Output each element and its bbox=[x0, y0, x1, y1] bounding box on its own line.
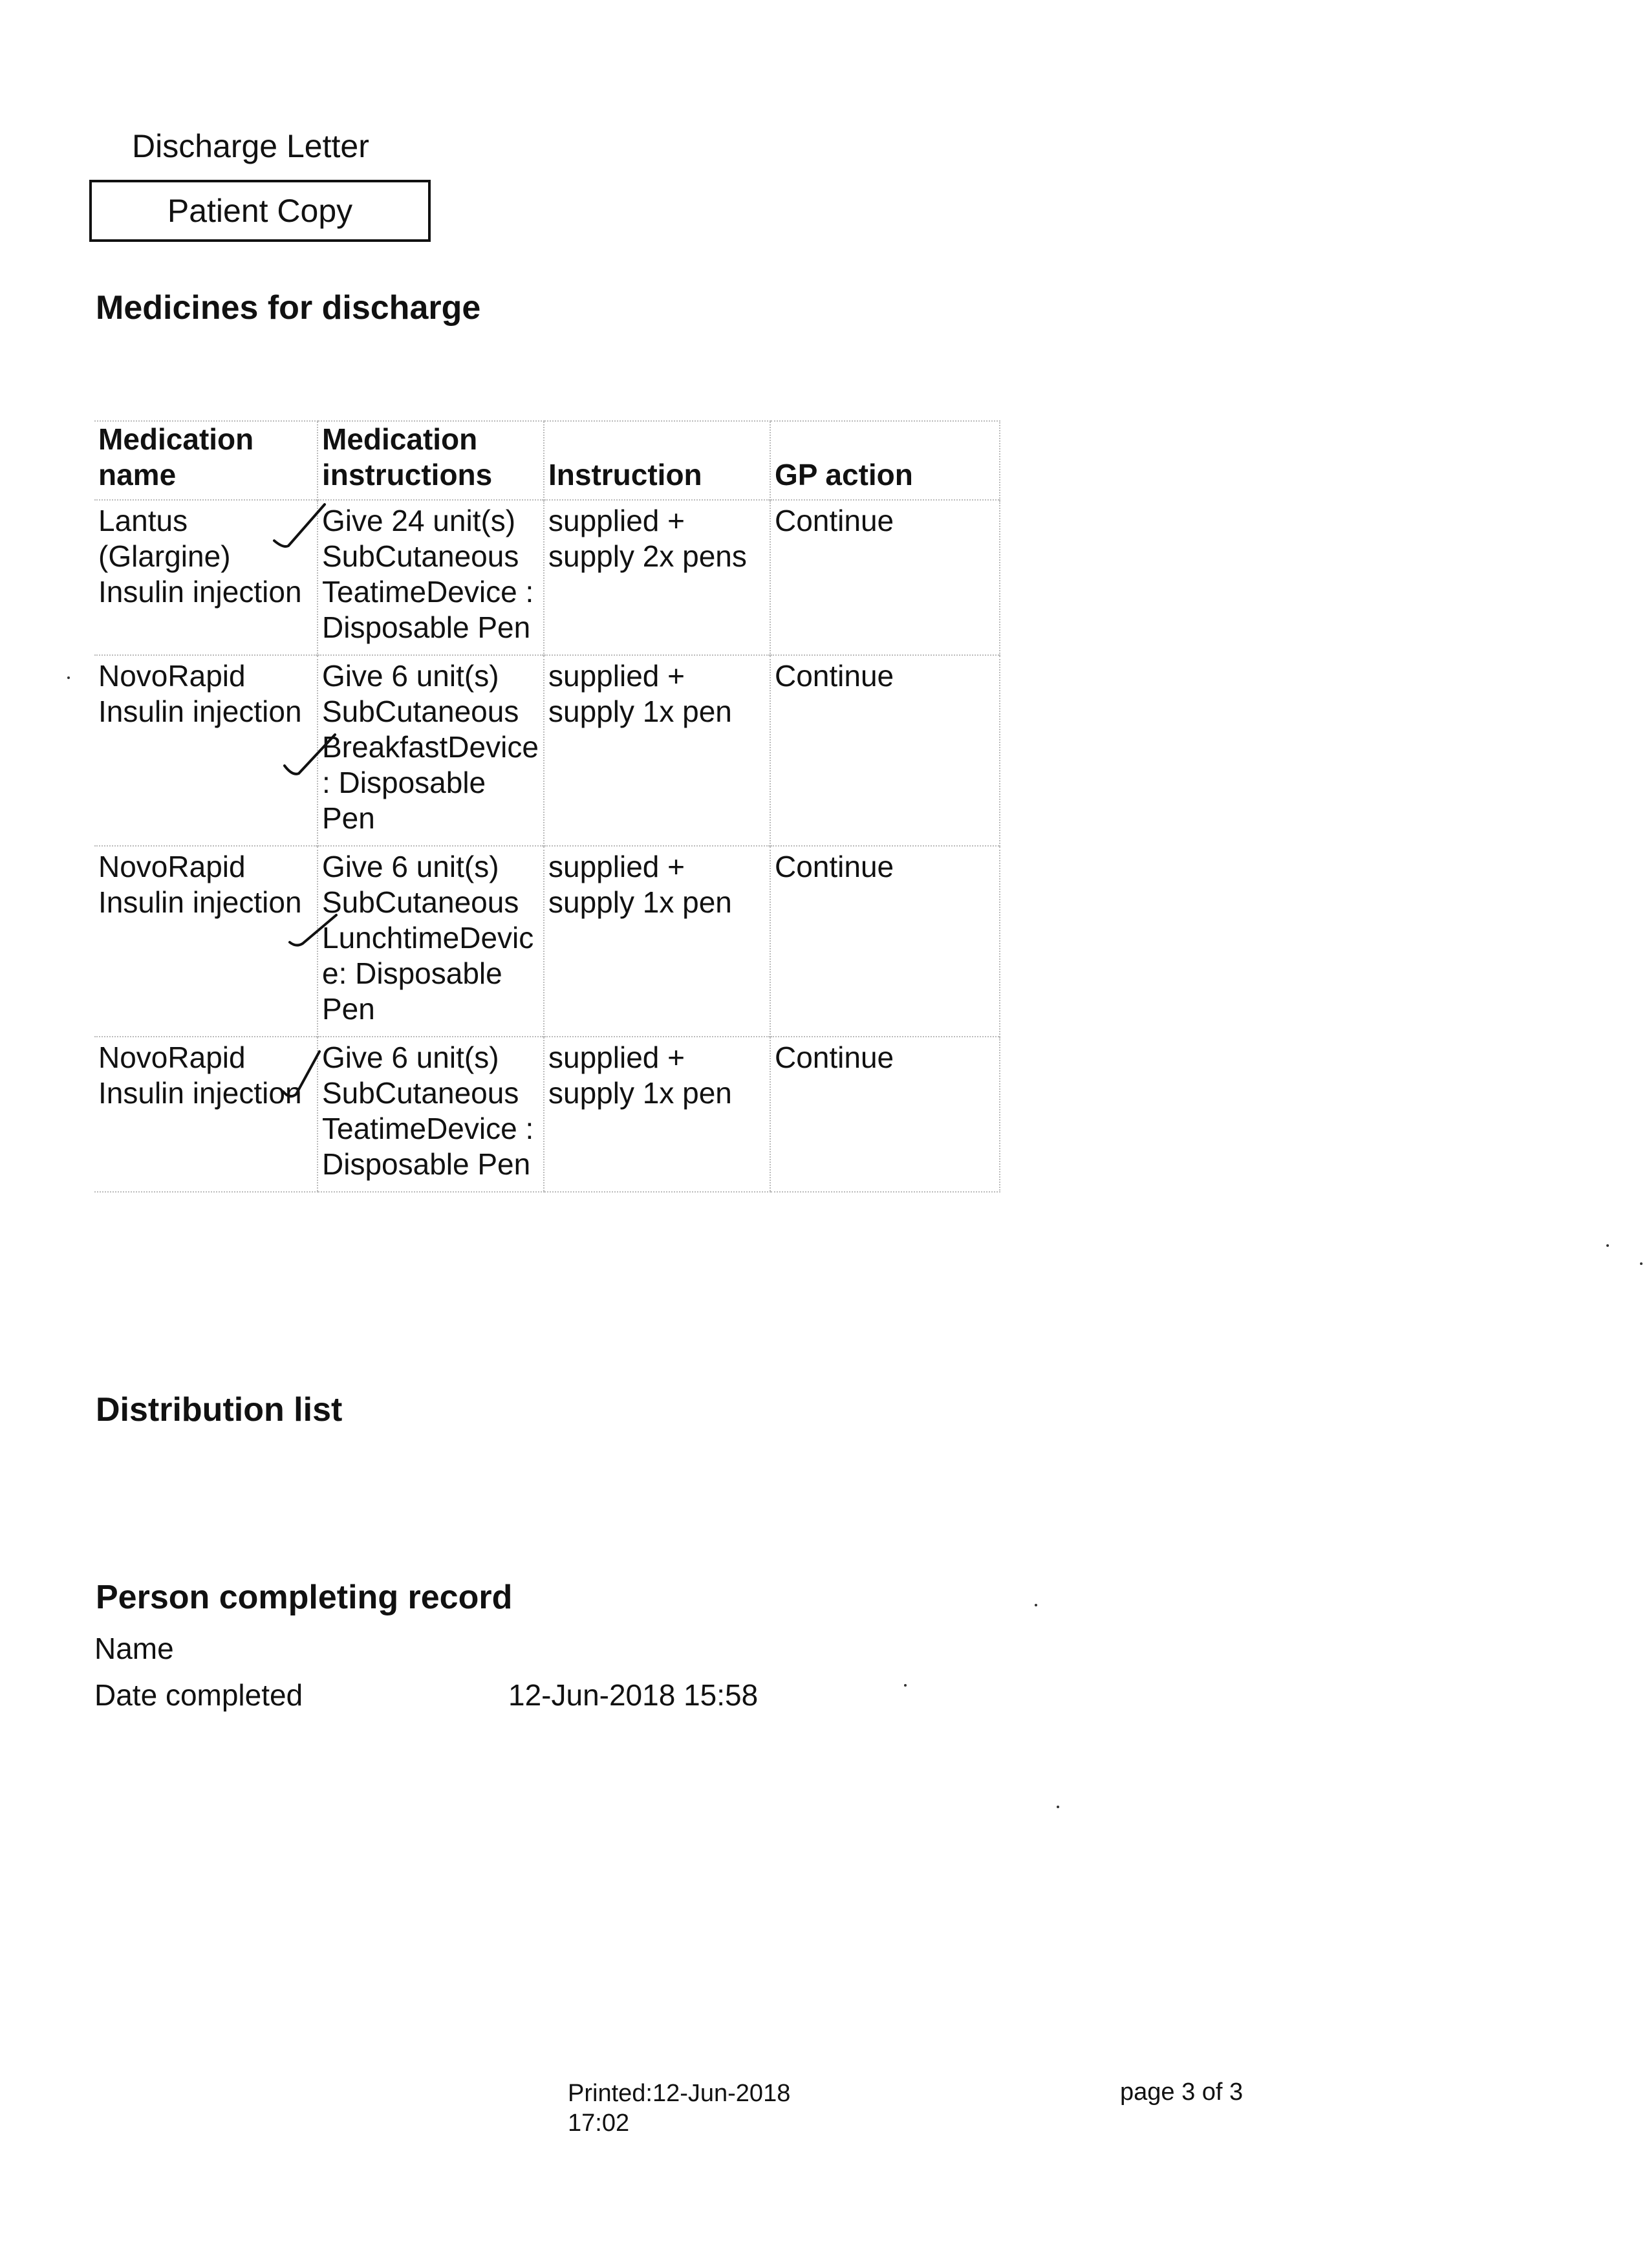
gp-action-cell: Continue bbox=[770, 846, 1000, 1037]
gp-action-cell: Continue bbox=[770, 500, 1000, 655]
handwritten-tick-icon bbox=[281, 731, 339, 783]
table-row bbox=[94, 1037, 1000, 1192]
handwritten-tick-icon bbox=[286, 903, 344, 955]
medication-name: NovoRapid Insulin injection bbox=[98, 850, 302, 919]
medication-name-cell bbox=[94, 846, 318, 1037]
date-completed-label: Date completed bbox=[94, 1678, 303, 1712]
patient-copy-box bbox=[89, 180, 431, 242]
table-row bbox=[94, 846, 1000, 1037]
medication-instructions-cell: Give 24 unit(s) SubCutaneous TeatimeDevice : Disposable Pen bbox=[318, 500, 544, 655]
document-title: Discharge Letter bbox=[132, 128, 369, 164]
distribution-section-title: Distribution list bbox=[96, 1391, 343, 1429]
person-section-title: Person completing record bbox=[96, 1579, 513, 1616]
column-header-instruction: Instruction bbox=[544, 421, 770, 500]
medication-name: NovoRapid Insulin injection bbox=[98, 1041, 302, 1110]
scan-speck bbox=[1035, 1604, 1037, 1606]
instruction-cell: supplied + supply 1x pen bbox=[544, 655, 770, 846]
column-header-medication-instructions: Medication instructions bbox=[318, 421, 544, 500]
handwritten-tick-icon bbox=[277, 1049, 335, 1101]
column-header-gp-action: GP action bbox=[770, 421, 1000, 500]
scan-speck bbox=[1640, 1262, 1643, 1265]
instruction-cell: supplied + supply 1x pen bbox=[544, 846, 770, 1037]
printed-timestamp: Printed:12-Jun-2018 17:02 bbox=[568, 2080, 791, 2137]
scan-speck bbox=[1057, 1806, 1059, 1808]
name-label: Name bbox=[94, 1632, 174, 1665]
handwritten-tick-icon bbox=[269, 501, 327, 552]
instruction-cell: supplied + supply 2x pens bbox=[544, 500, 770, 655]
table-row bbox=[94, 655, 1000, 846]
medication-instructions-cell: Give 6 unit(s) SubCutaneous TeatimeDevice : Disposable Pen bbox=[318, 1037, 544, 1192]
scan-speck bbox=[1606, 1244, 1609, 1247]
medication-name: NovoRapid Insulin injection bbox=[98, 659, 302, 728]
scan-speck bbox=[904, 1684, 907, 1687]
instruction-cell: supplied + supply 1x pen bbox=[544, 1037, 770, 1192]
page-number: page 3 of 3 bbox=[1120, 2079, 1244, 2106]
scan-speck bbox=[67, 676, 70, 679]
medicines-table bbox=[94, 420, 1000, 1193]
gp-action-cell: Continue bbox=[770, 1037, 1000, 1192]
gp-action-cell: Continue bbox=[770, 655, 1000, 846]
medication-name: Lantus (Glargine) Insulin injection bbox=[98, 504, 302, 609]
patient-copy-label: Patient Copy bbox=[167, 193, 353, 229]
table-row bbox=[94, 500, 1000, 655]
medication-name-cell bbox=[94, 655, 318, 846]
medication-name-cell bbox=[94, 500, 318, 655]
medication-name-cell bbox=[94, 1037, 318, 1192]
medicines-section-title: Medicines for discharge bbox=[96, 289, 481, 327]
column-header-medication-name: Medication name bbox=[94, 421, 318, 500]
medication-instructions-cell: Give 6 unit(s) SubCutaneous BreakfastDevice: Disposable Pen bbox=[318, 655, 544, 846]
date-completed-value: 12-Jun-2018 15:58 bbox=[508, 1678, 759, 1712]
table-header-row bbox=[94, 421, 1000, 500]
medication-instructions-cell: Give 6 unit(s) SubCutaneous LunchtimeDevice: Disposable Pen bbox=[318, 846, 544, 1037]
